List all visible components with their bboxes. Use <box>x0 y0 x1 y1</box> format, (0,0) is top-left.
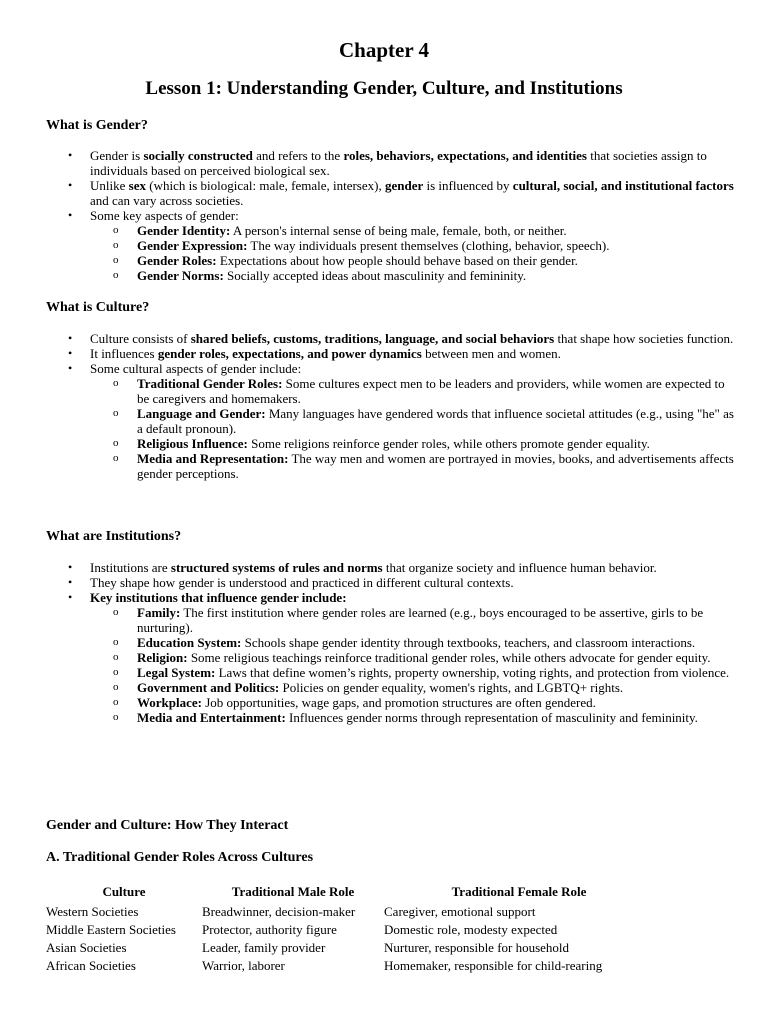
list-item: • Gender is socially constructed and refers to the roles, behaviors, expectations, and identities that societies assign to individuals based on perceived biological sex. <box>68 148 736 178</box>
list-item: o Religious Influence: Some religions reinforce gender roles, while others promote gender equality. <box>113 436 736 451</box>
column-header-female-role: Traditional Female Role <box>451 884 587 899</box>
gender-heading: What is Gender? <box>46 118 148 133</box>
list-item: o Traditional Gender Roles: Some cultures expect men to be leaders and providers, while women are expected to be caregivers and homemakers. <box>113 376 736 406</box>
list-item: • Some cultural aspects of gender include: o Traditional Gender Roles: Some cultures expect men to be leaders and providers, while women are expected to be caregivers and homemakers. o Language and Gender: Many languages have gendered words that influence societal attitudes (e.g., using "he" as a default pronoun). o Religious Influence: Some religions reinforce gender roles, while others promote gender equality. o Media and Representation: The way men and women are portrayed in movies, books, and advertisements affects gender perceptions. <box>68 361 736 481</box>
table-row <box>46 957 654 975</box>
lesson-title: Lesson 1: Understanding Gender, Culture, and Institutions <box>145 78 623 99</box>
gender-roles-table <box>46 884 654 975</box>
list-item: o Gender Identity: A person's internal sense of being male, female, both, or neither. <box>113 223 736 238</box>
table-header-row <box>46 884 654 903</box>
list-item: o Media and Entertainment: Influences gender norms through representation of masculinity and femininity. <box>113 710 736 725</box>
table-cell: Domestic role, modesty expected <box>384 922 558 937</box>
table-cell: Homemaker, responsible for child-rearing <box>384 958 603 973</box>
culture-aspects-list <box>90 376 736 481</box>
table-cell: African Societies <box>46 958 136 973</box>
table-cell: Middle Eastern Societies <box>46 922 176 937</box>
column-header-male-role: Traditional Male Role <box>231 884 355 899</box>
list-item: • Key institutions that influence gender include: o Family: The first institution where gender roles are learned (e.g., boys encouraged to be assertive, girls to be nurturing). o Education System: Schools shape gender identity through textbooks, teachers, and classroom interactions. o Religion: Some religious teachings reinforce traditional gender roles, while others advocate for gender equity. o Legal System: Laws that define women’s rights, property ownership, voting rights, and protection from violence. o Government and Politics: Policies on gender equality, women's rights, and LGBTQ+ rights. o Workplace: Job opportunities, wage gaps, and promotion structures are often gendered. o Media and Entertainment: Influences gender norms through representation of masculinity and femininity. <box>68 590 736 725</box>
traditional-roles-subheading: A. Traditional Gender Roles Across Cultures <box>46 850 314 865</box>
list-item: o Gender Expression: The way individuals present themselves (clothing, behavior, speech). <box>113 238 736 253</box>
table-cell: Western Societies <box>46 904 139 919</box>
list-item: o Workplace: Job opportunities, wage gaps, and promotion structures are often gendered. <box>113 695 736 710</box>
table-cell: Nurturer, responsible for household <box>384 940 570 955</box>
list-item: o Religion: Some religious teachings reinforce traditional gender roles, while others advocate for gender equity. <box>113 650 736 665</box>
list-item: • It influences gender roles, expectations, and power dynamics between men and women. <box>68 346 736 361</box>
institutions-items-list <box>90 605 736 725</box>
table-row <box>46 921 654 939</box>
culture-list <box>68 331 736 481</box>
table-cell: Caregiver, emotional support <box>384 904 536 919</box>
column-header-culture: Culture <box>102 884 146 899</box>
table-cell: Breadwinner, decision-maker <box>202 904 356 919</box>
table-cell: Warrior, laborer <box>202 958 285 973</box>
list-item: o Gender Norms: Socially accepted ideas about masculinity and femininity. <box>113 268 736 283</box>
list-item: o Language and Gender: Many languages have gendered words that influence societal attitudes (e.g., using "he" as a default pronoun). <box>113 406 736 436</box>
list-item: o Media and Representation: The way men and women are portrayed in movies, books, and advertisements affects gender perceptions. <box>113 451 736 481</box>
table-cell: Leader, family provider <box>202 940 326 955</box>
list-item: o Family: The first institution where gender roles are learned (e.g., boys encouraged to be assertive, girls to be nurturing). <box>113 605 736 635</box>
table-row <box>46 939 654 957</box>
gender-aspects-list <box>90 223 736 283</box>
culture-heading: What is Culture? <box>46 300 150 315</box>
list-item: o Gender Roles: Expectations about how people should behave based on their gender. <box>113 253 736 268</box>
list-item: o Government and Politics: Policies on gender equality, women's rights, and LGBTQ+ rights. <box>113 680 736 695</box>
list-item: • Culture consists of shared beliefs, customs, traditions, language, and social behaviors that shape how societies function. <box>68 331 736 346</box>
list-item: • They shape how gender is understood and practiced in different cultural contexts. <box>68 575 736 590</box>
table-cell: Asian Societies <box>46 940 127 955</box>
list-item: • Institutions are structured systems of rules and norms that organize society and influence human behavior. <box>68 560 736 575</box>
gender-list <box>68 148 736 283</box>
list-item: • Some key aspects of gender: o Gender Identity: A person's internal sense of being male, female, both, or neither. o Gender Expression: The way individuals present themselves (clothing, behavior, speech). o Gender Roles: Expectations about how people should behave based on their gender. o Gender Norms: Socially accepted ideas about masculinity and femininity. <box>68 208 736 283</box>
institutions-heading: What are Institutions? <box>46 529 182 544</box>
chapter-title: Chapter 4 <box>338 38 430 62</box>
institutions-list <box>68 560 736 725</box>
table-cell: Protector, authority figure <box>202 922 337 937</box>
list-item: • Unlike sex (which is biological: male, female, intersex), gender is influenced by cultural, social, and institutional factors and can vary across societies. <box>68 178 736 208</box>
list-item: o Education System: Schools shape gender identity through textbooks, teachers, and classroom interactions. <box>113 635 736 650</box>
list-item: o Legal System: Laws that define women’s rights, property ownership, voting rights, and protection from violence. <box>113 665 736 680</box>
table-row <box>46 903 654 921</box>
interaction-heading: Gender and Culture: How They Interact <box>46 818 289 833</box>
